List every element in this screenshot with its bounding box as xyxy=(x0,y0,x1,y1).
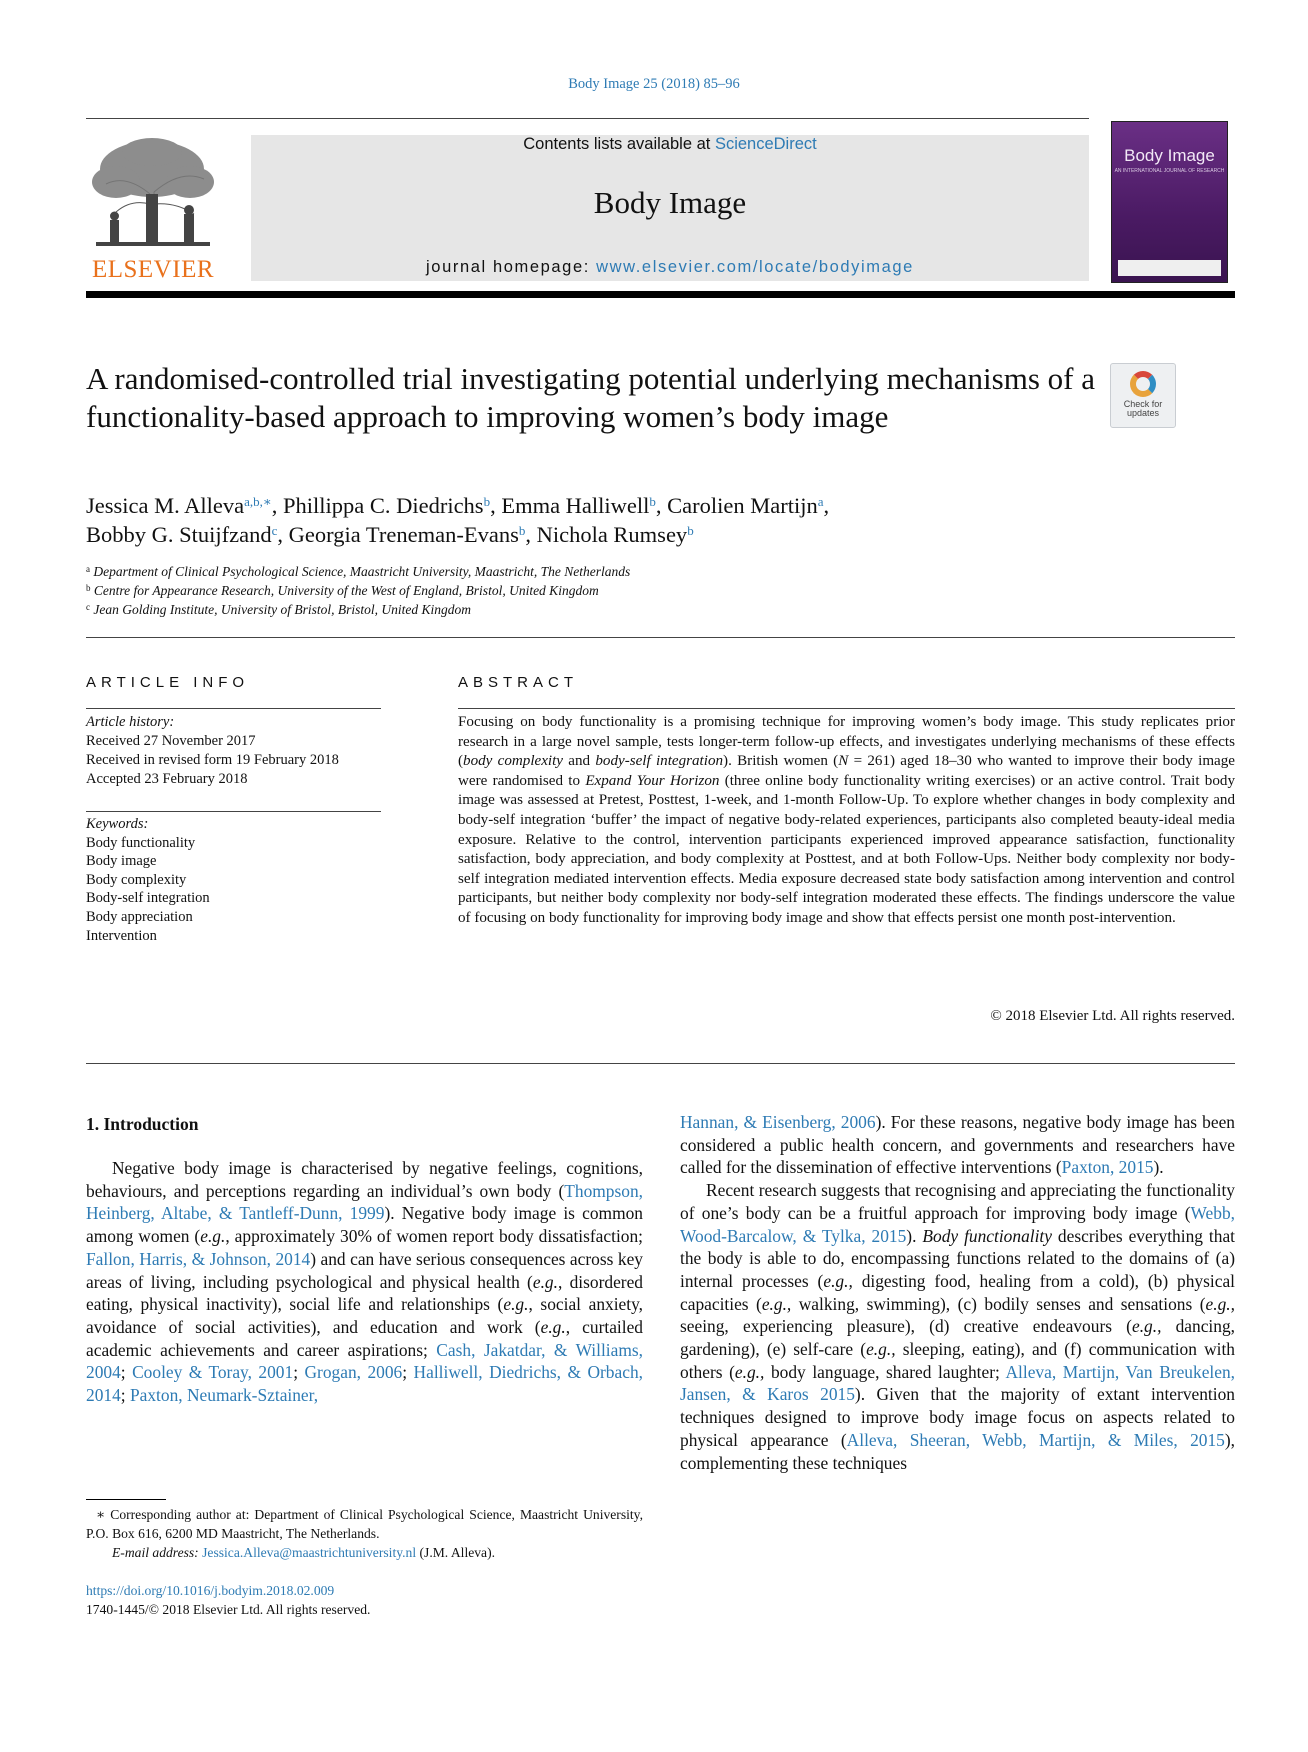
paper-title: A randomised-controlled trial investigating potential underlying mechanisms of a functionality-based approach to improving women’s body image xyxy=(86,361,1095,434)
body-column-left xyxy=(86,1157,643,1407)
emphasis-text: e.g., xyxy=(866,1339,896,1360)
body-text: ). xyxy=(1153,1157,1164,1178)
abstract-emphasis: Expand Your Horizon xyxy=(585,772,720,789)
elsevier-tree-icon xyxy=(86,134,220,252)
body-text: ). xyxy=(906,1225,923,1246)
corresponding-author-footnote xyxy=(86,1505,643,1562)
body-text: body language, shared laughter; xyxy=(764,1361,1006,1382)
keywords-block xyxy=(86,815,381,945)
check-updates-label xyxy=(1111,400,1175,418)
homepage-link[interactable]: www.elsevier.com/locate/bodyimage xyxy=(596,258,914,276)
citation-link[interactable]: Grogan, 2006 xyxy=(304,1362,403,1383)
elsevier-wordmark: ELSEVIER xyxy=(91,256,215,283)
author-affiliation-marker[interactable]: b xyxy=(518,523,526,538)
emphasis-text: e.g. xyxy=(503,1294,529,1315)
affiliations-rule xyxy=(86,637,1235,638)
author-affiliation-marker[interactable]: a xyxy=(817,494,824,509)
issn-line: 1740-1445/© 2018 Elsevier Ltd. All rights reserved. xyxy=(86,1602,371,1617)
abstract-emphasis: N xyxy=(838,753,849,770)
affiliation-key: b xyxy=(86,583,91,593)
emphasis-text: e.g., xyxy=(823,1270,853,1291)
article-history xyxy=(86,713,381,789)
keyword: Body-self integration xyxy=(86,890,210,907)
author-separator: , xyxy=(490,493,502,518)
abstract-span: (three online body functionality writing exercises) or an active control. Trait body image was assessed at Pretest, Posttest, 1-week, and 1-month Follow-Up. To explore whether changes in body complexity and body-self integration ‘buffer’ the impact of negative body-related experiences, participants also completed beauty-ideal media exposure. Relative to the control, intervention participants experienced improved appearance satisfaction, functionality satisfaction, body appreciation, and body complexity at Posttest, and at both Follow-Ups. Neither body complexity nor body-self integration mediated intervention effects. Media exposure decreased state body satisfaction among intervention and control participants, but neither body complexity nor body-self integration moderated these effects. The findings underscore the value of focusing on body functionality for improving body image and show that effects persist one month post-intervention. xyxy=(458,772,1235,926)
sciencedirect-link[interactable]: ScienceDirect xyxy=(714,135,817,153)
abstract-emphasis: body complexity xyxy=(463,753,564,770)
body-column-right xyxy=(680,1111,1235,1474)
email-label: E-mail address: xyxy=(112,1545,199,1560)
body-text: Negative body image is characterised by negative feelings, cognitions, behaviours, and perceptions regarding an individual’s own body ( xyxy=(86,1158,643,1201)
author-affiliation-marker[interactable]: b xyxy=(687,523,694,538)
cover-title: Body Image xyxy=(1124,146,1215,165)
affiliation-item xyxy=(86,562,1186,581)
body-text: ). Given that the majority of extant intervention techniques designed to improve body image focus on aspects related to physical appearance ( xyxy=(680,1384,1235,1450)
homepage-prefix: journal homepage: xyxy=(426,258,597,276)
body-text: digesting food, healing from a cold), (b) physical capacities ( xyxy=(680,1270,1235,1314)
keyword: Body appreciation xyxy=(86,908,193,925)
citation-link[interactable]: Cooley & Toray, 2001 xyxy=(132,1362,294,1383)
abstract-span: Focusing on body functionality is a promising technique for improving women’s body image. This study replicates prior research in a large novel sample, tests longer-term follow-up effects, and investigates underlying mechanisms of these effects ( xyxy=(458,714,1235,770)
received-date: Received 27 November 2017 xyxy=(86,733,256,749)
body-text: , social anxiety, avoidance of social activities), and education and work ( xyxy=(86,1294,644,1337)
cover-footer-panel xyxy=(1118,260,1221,276)
email-line xyxy=(86,1543,643,1562)
body-text: ; xyxy=(120,1385,130,1406)
body-text: ). Negative body image is common among women ( xyxy=(86,1203,643,1247)
author-separator: , xyxy=(655,493,668,518)
citation-link[interactable]: Fallon, Harris, & Johnson, 2014 xyxy=(86,1248,311,1269)
emphasis-text: e.g. xyxy=(540,1316,566,1337)
cover-subtitle: AN INTERNATIONAL JOURNAL OF RESEARCH xyxy=(1114,168,1225,174)
affiliations xyxy=(86,562,1186,619)
body-text: ) and can have serious consequences across key areas of living, including psychological and physical health ( xyxy=(86,1248,643,1292)
citation-link[interactable]: Cash, Jakatdar, & Williams, 2004 xyxy=(86,1339,643,1383)
citation-link[interactable]: Paxton, Neumark-Sztainer, xyxy=(129,1385,319,1406)
affiliation-text: Jean Golding Institute, University of Bristol, Bristol, United Kingdom xyxy=(93,602,471,617)
abstract-heading: ABSTRACT xyxy=(458,674,579,691)
journal-banner xyxy=(251,135,1089,281)
check-updates-line1: Check for xyxy=(1123,399,1163,409)
abstract-copyright: © 2018 Elsevier Ltd. All rights reserved. xyxy=(990,1008,1235,1024)
keywords-rule xyxy=(86,811,381,812)
journal-citation[interactable]: Body Image 25 (2018) 85–96 xyxy=(568,76,740,92)
affiliation-item xyxy=(86,581,1186,600)
abstract-emphasis: body-self integration xyxy=(595,753,724,770)
corresponding-text: ∗ Corresponding author at: Department of Clinical Psychological Science, Maastricht University, P.O. Box 616, 6200 MD Maastricht, The Netherlands. xyxy=(86,1507,643,1541)
emphasis-text: e.g., xyxy=(1205,1293,1235,1314)
keyword: Intervention xyxy=(86,927,157,944)
body-text: dancing, gardening), (e) self-care ( xyxy=(680,1316,1236,1360)
author-affiliation-marker[interactable]: a,b,∗ xyxy=(244,494,272,509)
article-info-rule xyxy=(86,708,381,709)
abstract-text xyxy=(458,713,1235,929)
body-text: walking, swimming), (c) bodily senses and sensations ( xyxy=(791,1293,1206,1314)
history-label: Article history: xyxy=(86,714,175,730)
affiliation-key: c xyxy=(86,602,90,612)
emphasis-text: e.g., xyxy=(1131,1316,1162,1337)
body-text: ; xyxy=(402,1362,414,1383)
author-affiliation-marker[interactable]: c xyxy=(271,523,278,538)
homepage-line xyxy=(251,258,1089,277)
author-affiliation-marker[interactable]: b xyxy=(483,494,491,509)
author-separator: , xyxy=(277,522,289,547)
doi-link[interactable]: https://doi.org/10.1016/j.bodyim.2018.02.009 xyxy=(86,1583,335,1598)
body-text: ; xyxy=(293,1362,305,1383)
emphasis-text: e.g. xyxy=(532,1271,558,1292)
body-text: describes everything that the body is able to do, encompassing functions related to the domains of (a) internal processes ( xyxy=(680,1225,1235,1291)
citation-link[interactable]: Paxton, 2015 xyxy=(1061,1157,1154,1178)
author-name[interactable]: Georgia Treneman-Evans xyxy=(288,522,519,547)
header-thick-rule xyxy=(86,291,1235,298)
body-text: ; xyxy=(120,1362,133,1383)
abstract-rule xyxy=(458,708,1235,709)
citation-link[interactable]: Alleva, Martijn, Van Breukelen, Jansen, & Karos 2015 xyxy=(680,1361,1236,1405)
keyword: Body image xyxy=(86,853,157,870)
author-affiliation-marker[interactable]: b xyxy=(649,494,656,509)
abstract-span: ). British women ( xyxy=(723,753,839,770)
intro-paragraph-2 xyxy=(680,1179,1235,1474)
affiliation-text: Department of Clinical Psychological Science, Maastricht University, Maastricht, The Netherlands xyxy=(93,564,631,579)
journal-title: Body Image xyxy=(593,185,747,220)
keywords-label: Keywords: xyxy=(86,816,149,832)
keyword: Body complexity xyxy=(86,871,187,888)
author-name[interactable]: Emma Halliwell xyxy=(501,493,650,518)
affiliation-item xyxy=(86,600,1186,619)
header-rule xyxy=(86,118,1089,119)
journal-cover-thumbnail[interactable] xyxy=(1111,121,1228,283)
author-separator: , xyxy=(271,493,283,518)
body-rule xyxy=(86,1063,1235,1064)
body-text: ), complementing these techniques xyxy=(680,1429,1235,1473)
body-text: Recent research suggests that recognising and appreciating the functionality of one’s body can be a fruitful approach for improving body image ( xyxy=(680,1180,1235,1223)
page-footer xyxy=(86,1581,643,1619)
check-updates-line2: updates xyxy=(1126,408,1160,418)
author-name[interactable]: Nichola Rumsey xyxy=(536,522,688,547)
check-for-updates-button[interactable] xyxy=(1110,363,1176,428)
citation-link[interactable]: Thompson, Heinberg, Altabe, & Tantleff-Dunn, 1999 xyxy=(86,1180,643,1224)
intro-paragraph-1-continued xyxy=(680,1111,1235,1179)
contents-line xyxy=(251,135,1089,154)
abstract-span: = 261) aged 18–30 who wanted to improve their body image were randomised to xyxy=(458,753,1236,789)
revised-date: Received in revised form 19 February 2018 xyxy=(86,752,339,768)
author-separator: , xyxy=(525,522,537,547)
emphasis-text: Body functionality xyxy=(922,1225,1052,1246)
author-list xyxy=(86,491,1226,549)
intro-paragraph-1 xyxy=(86,1157,643,1407)
citation-link[interactable]: Webb, Wood-Barcalow, & Tylka, 2015 xyxy=(680,1202,1235,1246)
author-name[interactable]: Bobby G. Stuijfzand xyxy=(86,522,272,547)
contents-prefix: Contents lists available at xyxy=(523,135,715,153)
elsevier-logo[interactable] xyxy=(86,134,220,284)
body-text: , approximately 30% of women report body dissatisfaction; xyxy=(225,1226,644,1247)
affiliation-key: a xyxy=(86,564,90,574)
author-separator: , xyxy=(823,493,830,518)
abstract-span: and xyxy=(563,753,596,770)
citation-link[interactable]: Alleva, Sheeran, Webb, Martijn, & Miles, 2015 xyxy=(846,1429,1225,1450)
body-text: seeing, experiencing pleasure), (d) creative endeavours ( xyxy=(680,1316,1132,1337)
affiliation-text: Centre for Appearance Research, University of the West of England, Bristol, United Kingdom xyxy=(93,583,599,598)
emphasis-text: e.g., xyxy=(761,1293,792,1314)
citation-link[interactable]: Halliwell, Diedrichs, & Orbach, 2014 xyxy=(86,1362,643,1406)
author-name[interactable]: Carolien Martijn xyxy=(667,493,818,518)
emphasis-text: e.g. xyxy=(200,1226,226,1247)
keyword: Body functionality xyxy=(86,834,196,851)
body-text: , disordered eating, physical inactivity), social life and relationships ( xyxy=(86,1271,643,1315)
email-suffix: (J.M. Alleva). xyxy=(416,1545,496,1560)
author-name[interactable]: Phillippa C. Diedrichs xyxy=(282,493,484,518)
emphasis-text: e.g., xyxy=(734,1361,765,1382)
accepted-date: Accepted 23 February 2018 xyxy=(86,771,248,787)
footnote-rule xyxy=(86,1499,166,1500)
section-heading-introduction: 1. Introduction xyxy=(86,1114,199,1134)
body-text: ). For these reasons, negative body image has been considered a public health concern, and governments and researchers have called for the dissemination of effective interventions ( xyxy=(680,1112,1235,1178)
author-name[interactable]: Jessica M. Alleva xyxy=(86,493,245,518)
body-text: , curtailed academic achievements and career aspirations; xyxy=(86,1316,643,1360)
article-info-heading: ARTICLE INFO xyxy=(86,674,250,691)
email-link[interactable]: Jessica.Alleva@maastrichtuniversity.nl xyxy=(202,1545,417,1560)
citation-link[interactable]: Hannan, & Eisenberg, 2006 xyxy=(680,1112,876,1132)
body-text: sleeping, eating), and (f) communication with others ( xyxy=(680,1339,1235,1382)
crossmark-icon xyxy=(1130,371,1156,397)
